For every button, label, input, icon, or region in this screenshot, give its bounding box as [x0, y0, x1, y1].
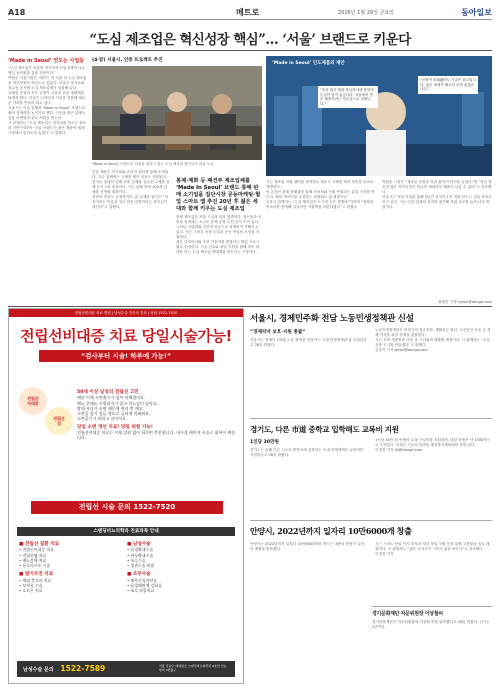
- page-header: [8, 5, 492, 20]
- paragraph: 시 관계자는 “도심 제조업은 일자리를 만드는 중요한 기반”이라며 “서울 브랜드가 붙은 제품이 세계 시장에서 통하도록 돕겠다”고 말했다.: [8, 121, 87, 135]
- photo-city-products: [266, 56, 492, 176]
- paragraph: 봉제 제조업은 서울 도심의 대표 업종이다. 창신동과 신당동 일대에는 소규모 봉제 공장 수천 곳이 모여 있다.: [176, 215, 262, 224]
- article-byline: 정혜진 기자 hyejin@donga.com: [437, 300, 492, 304]
- paragraph: 시는 스마트 산업 단지 조성과 청년 창업 지원 등을 통해 고용률을 높일 계획이다. 시 관계자는 “좋은 일자리가 시민의 삶을 바꾼다”고 강조했다.: [375, 542, 490, 551]
- ad-footer-label: 남성수술 문의: [23, 667, 54, 673]
- ad-service-item: • 음경확대수술: [127, 547, 154, 553]
- ad-bullet: 소변을 참기 힘들 정도로 급하게 마려워요.: [77, 411, 151, 417]
- ad-service-item: • 조루 약물치료: [127, 588, 155, 594]
- article-column-3: [176, 176, 262, 306]
- byline: 이경진 기자: [375, 552, 394, 556]
- main-headline: “도심 제조업은 혁신성장 핵심”… ‘서울’ 브랜드로 키운다: [89, 32, 411, 48]
- article-title-uniform: 경기도, 다른 市道 중학교 입학해도 교복비 지원: [250, 425, 399, 434]
- quote-box-1: “우리 회사 제품 하나하나에 장인의 손길이 담겨 있습니다. 서울에서 만든 제품이라는 자부심으로 일합니다.”: [318, 86, 378, 108]
- ad-title: 전립선비대증 치료 당일시술가능!: [20, 327, 232, 345]
- ad-left-services: [19, 542, 124, 594]
- section-name: 메트로: [236, 7, 260, 17]
- article-kicker-2: (4·끝) 서울시, 인증 프로젝트 추진: [92, 58, 163, 63]
- ad-circle-bph: 전립선 비대증: [19, 387, 47, 415]
- article-kicker: ‘Made in Seoul’ 연도는 사업들: [8, 58, 85, 64]
- ad-service-item: • 호르몬 치료: [19, 588, 43, 594]
- byline: 이경진 기자 lkj@donga.com: [375, 448, 423, 452]
- divider: [250, 418, 492, 419]
- divider: [250, 520, 492, 521]
- ad-service-item: • 전립선비대증 치료: [19, 547, 54, 553]
- paragraph: 젊은 디자이너와 숙련 기술자를 연결하는 협업 프로그램도 운영한다. 기술 전수와 창업 지원을 함께 묶어 세대를 잇는 도심 제조업 생태계를 만든다는 구상이다.: [176, 240, 260, 254]
- ad-sub-headline: 당일 소변 개선 치료! 당일 퇴원 가능!: [77, 424, 153, 430]
- paragraph: 시는 제조업 지원 센터를 권역별로 세우고 시제품 제작 장비를 무료로 개방한다.: [266, 180, 374, 189]
- paragraph: 또 온라인 판매 플랫폼을 통해 소비자와 직접 연결되는 유통 구조를 만든다. 해외 바이어를 초청하는 상담회도 열 예정이다.: [266, 190, 375, 199]
- ad-topbar: 전립선비대증 치료 병원 | 남성수술 전문의 진료 | 상담 1522-7520: [9, 309, 243, 317]
- ad-slogan: “검사부터 시술! 하루에 가능!”: [39, 350, 214, 362]
- photo-artisans-image: [92, 66, 262, 160]
- article-column-1: [8, 56, 88, 306]
- ad-service-item: • 배뇨장애 치료: [19, 557, 47, 563]
- article-labor-body: [250, 328, 492, 414]
- divider: [372, 606, 492, 607]
- photo2-label: ‘Made in Seoul’ 인도제품의 제안: [272, 61, 345, 66]
- paragraph: 서울시는 이번 사업을 통해 5년간 일자리 1만 개를 만드는 것을 목표로 하고 있다. 시는 인증 업체의 성과를 평가해 지원 규모를 늘려 나갈 방침이다.: [382, 195, 492, 209]
- ad-footer-address: 서울 강남구 테헤란로 스탠딩비뇨의학과 9호선 신논현역 3번출구: [159, 664, 227, 672]
- article-labor-subhead: “경제약자 보호·지원 총괄”: [250, 330, 306, 335]
- ad-sub-text: 전립선비대증 치료는 이제 입원 없이 하루면 충분합니다. 내시경 레이저 시술로 회복이 빠릅니다.: [77, 430, 236, 441]
- paragraph: 경기문화재단은 자문위원장에 이상철 씨를 위촉했다고 28일 밝혔다. 임기는 2년이다.: [372, 620, 490, 629]
- article-people-body: [372, 620, 492, 680]
- ad-service-title: ■ 조루수술: [127, 572, 151, 578]
- paragraph: 인증 제품은 전시회와 온라인 장터를 통해 소개된다. 우수 업체에는 시제품 제작 비용도 지원된다.: [92, 170, 169, 179]
- ad-service-item: • 정관수술·복원: [127, 563, 155, 569]
- byline: 김준석 기자 jskim@donga.com: [375, 348, 428, 352]
- paragraph: 오래된 공장과 작은 공방이 서울의 산업 생태계를 떠받쳐 왔다. 이들은 디자인과 기술을 결합해 새로운 가치를 만들어 내고 있다.: [8, 91, 86, 105]
- quote-box-2: “공장이 오래됐어도 기술은 최고입니다. 젊은 세대가 배우러 오면 좋겠습니다.”: [418, 76, 478, 94]
- ad-bullet: 매년 이에 소변출기가 힘이 약해졌어요.: [77, 395, 146, 401]
- article-title-people: 경기문화재단 자문위원장 이상철씨: [372, 611, 443, 617]
- ad-clinic-guide: 스탠딩비뇨의학과 진료과목 안내: [17, 527, 235, 536]
- issue-date: 2016년 1월 29일 금요일: [338, 9, 395, 16]
- ad-footer: [17, 661, 235, 677]
- ad-service-item: • 체외 충격파 치료: [19, 577, 52, 583]
- ad-service-title: ■ 전립선 질환 치료: [19, 542, 60, 547]
- section-divider: [8, 306, 492, 307]
- article-column-2b: [92, 170, 170, 306]
- headline-divider: [8, 50, 492, 51]
- paragraph: 시는 조직 개편안을 다음 달 시의회에 제출할 예정이다. 시 관계자는 “노동 존중 도시를 만들겠다”고 말했다.: [375, 338, 491, 347]
- article-column-5: [382, 180, 492, 300]
- paragraph: 서울시 관계자는 “도심 제조업은 도시의 숨은 경쟁력”이라며 “현장의 목소리를 반영해 실질적인 지원책을 마련하겠다”고 밝혔다.: [266, 200, 374, 209]
- page-number: A18: [8, 7, 26, 17]
- paragraph: “도심 제조업은 서울의 역사이자 산업경쟁력 다수 핵심 동력원을 갖춘 현장이다.”: [8, 66, 86, 75]
- ad-right-services: [127, 542, 232, 594]
- ad-service-item: • 보형물 수술: [19, 583, 43, 589]
- ad-footer-phone: 1522-7589: [60, 664, 106, 673]
- ad-circle-prostatitis: 전립선 염: [45, 407, 73, 435]
- article-column-4: [266, 180, 376, 306]
- ad-bullet: 밤에 자다가 소변 때문에 여러 번 깨요.: [77, 405, 144, 411]
- ad-service-item: • 귀두확대수술: [127, 552, 154, 558]
- ad-service-title: ■ 발기부전 치료: [19, 572, 54, 578]
- article-title-labor: 서울시, 경제민주화 전담 노동민생정책관 신설: [250, 314, 414, 324]
- article-title-anyang: 안양시, 2022년까지 일자리 10만6000개 창출: [250, 526, 412, 536]
- paragraph: 서울시는 이들 업체를 ‘Made in Seoul’ 브랜드로 묶어 경쟁력을 높이기로 했다. 인증을 받은 업체는 공동 마케팅과 판로 지원을 받는다.: [8, 106, 86, 120]
- ad-service-item: • 조루수술: [127, 557, 146, 563]
- paragraph: 1인당 30만 원 안팎의 교복 구입비를 지원하며, 대상 학생은 약 1500명으로 추산된다. 신청은 거주지 읍면동 행정복지센터에서 하면 된다.: [375, 438, 491, 447]
- ad-service-item: • 음경해면체 강화술: [127, 583, 162, 589]
- article-uniform-subhead: 1인당 30만원: [250, 440, 279, 445]
- ad-symptom-list: [77, 390, 237, 441]
- article-subhead: 봉제·제화 등 패션부 제조업체를 ‘Made In Seoul’ 브랜드 통해 판매 소기업을 집단시장 공동마케팅·협업 스마트 앱 추진 20년 후 젊은 세대와 함께 키우는 도심 제조업: [176, 178, 261, 212]
- ad-bullet: 소변줄기가 약하고 끊어져요.: [77, 416, 128, 422]
- paragraph: 을지로 일대의 인쇄·조명 업체와 성수동 수제화 업체 등이 1차 대상이다. 시는 올해 안에 100개 업체를 선정할 계획이다.: [92, 180, 170, 194]
- photo-artisans: [92, 66, 262, 160]
- paragraph: 박원순 서울시장은 ‘메이드 인 서울’의 도심 제조업을 혁신성장의 핵심으로 꼽았다. 서울은 을지로와 성수동 등지에 도심 제조업체가 밀집해 있다.: [8, 76, 87, 90]
- ad-phone-banner: 전립선 시술 문의 1522-7520: [31, 501, 223, 514]
- article-anyang-body: [250, 542, 492, 602]
- paragraph: 경기도는 올해 다른 시도의 중학교에 입학하는 도내 학생에게도 교복비를 지원한다고 28일 밝혔다.: [250, 448, 364, 457]
- photo-caption: ‘Made in Seoul’ 브랜드로 서울을 알리고 있는 도심 제조업 장인들의 작업 모습.: [92, 162, 215, 166]
- ad-service-item: • 배부신경차단술: [127, 577, 157, 583]
- paragraph: 그러나 고령화와 인건비 상승으로 경쟁력이 약해지고 있다. 시는 스마트 공장 도입과 공동 작업장 조성을 지원한다.: [176, 225, 260, 239]
- article-uniform-body: [250, 438, 492, 516]
- ad-bullet: 배뇨 후에도 시원하지가 않고 잔뇨감이 남아요.: [77, 400, 159, 406]
- clinic-advertisement: [8, 308, 244, 684]
- paragraph: 안양시는 2022년까지 일자리 10만6000개를 만드는 내용의 중장기 일자리 계획을 발표했다.: [250, 542, 365, 551]
- paragraph: 박원순 시장은 “제조업 현장을 직접 찾아 이야기를 들었다”며 “장인 정신과 젊은 아이디어가 만나면 세계적인 제품이 나올 수 있다”고 강조했다.: [382, 180, 492, 194]
- paragraph: 서울시는 경제민주화와 노동 정책을 전담하는 ‘노동민생정책관’을 신설한다고 28일 밝혔다.: [250, 338, 367, 347]
- paragraph: 노동민생정책관은 비정규직 정규직화, 생활임금 확산, 소상공인 보호 등 경제 약자를 위한 정책을 총괄한다.: [375, 328, 491, 337]
- ad-service-title: ■ 남성수술: [127, 542, 151, 547]
- paragraph: 현장의 반응도 긍정적이다. 한 수제화 장인은 “서울이라는 이름을 걸고 만든 신발이라는 자부심이 생긴다”고 말했다.: [92, 195, 168, 209]
- ad-service-item: • 전립선염 치료: [19, 552, 47, 558]
- ad-symptom-headline: 50대 이상 남성의 전립선 고민: [77, 390, 139, 395]
- photo-city-products-image: [266, 56, 492, 176]
- newspaper-logo: 동아일보: [461, 6, 492, 17]
- ad-service-item: • 유로리프트 시술: [19, 563, 51, 569]
